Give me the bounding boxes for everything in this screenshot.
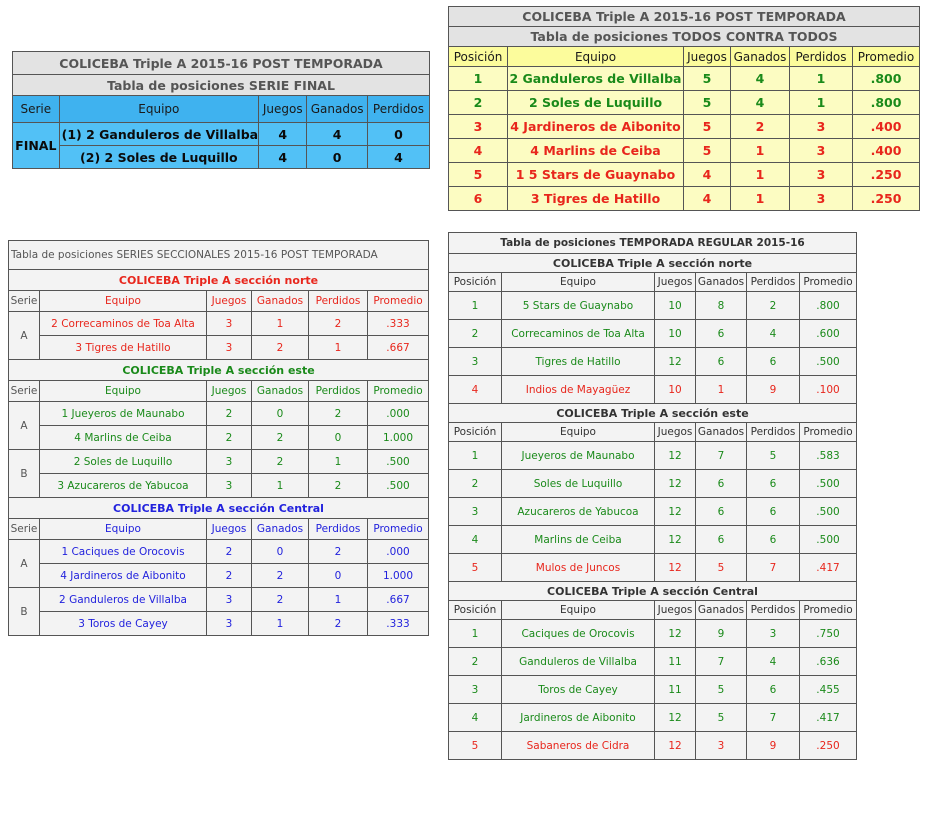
perdidos: 6 [747, 676, 800, 704]
position: 4 [449, 376, 502, 404]
position: 3 [449, 676, 502, 704]
juegos: 3 [207, 336, 252, 360]
team-name: Mulos de Juncos [502, 554, 655, 582]
team-name: 1 Caciques de Orocovis [40, 540, 207, 564]
team-name: 3 Tigres de Hatillo [40, 336, 207, 360]
team-name: 5 Stars de Guaynabo [502, 292, 655, 320]
perdidos: 4 [367, 146, 429, 169]
column-header-row [449, 601, 857, 620]
juegos: 11 [655, 676, 696, 704]
table-row [449, 470, 857, 498]
juegos: 10 [655, 292, 696, 320]
col-header: Perdidos [309, 519, 368, 540]
table-row [449, 320, 857, 348]
team-name: 3 Azucareros de Yabucoa [40, 474, 207, 498]
team-name: Soles de Luquillo [502, 470, 655, 498]
todos-subtitle: Tabla de posiciones TODOS CONTRA TODOS [449, 27, 920, 47]
table-row [449, 163, 920, 187]
ganados: 2 [252, 564, 309, 588]
column-header-row [449, 273, 857, 292]
table-row [449, 115, 920, 139]
col-header: Equipo [40, 519, 207, 540]
perdidos: 5 [747, 442, 800, 470]
section-header-row [9, 498, 429, 519]
table-row [9, 564, 429, 588]
team-name: (2) 2 Soles de Luquillo [59, 146, 258, 169]
ganados: 1 [731, 163, 790, 187]
team-name: 2 Ganduleros de Villalba [40, 588, 207, 612]
perdidos: 2 [747, 292, 800, 320]
ganados: 7 [696, 648, 747, 676]
promedio: .667 [368, 336, 429, 360]
ganados: 6 [696, 348, 747, 376]
section-title: COLICEBA Triple A sección este [449, 404, 857, 423]
table-row [13, 146, 430, 169]
promedio: .636 [800, 648, 857, 676]
team-name: Azucareros de Yabucoa [502, 498, 655, 526]
promedio: .500 [800, 526, 857, 554]
regular-title: Tabla de posiciones TEMPORADA REGULAR 2015-16 [449, 233, 857, 254]
perdidos: 2 [309, 540, 368, 564]
juegos: 5 [684, 67, 731, 91]
col-header: Juegos [655, 273, 696, 292]
position: 2 [449, 470, 502, 498]
promedio: .600 [800, 320, 857, 348]
col-header: Ganados [252, 291, 309, 312]
col-header: Perdidos [309, 381, 368, 402]
serie-label: A [9, 402, 40, 450]
position: 1 [449, 292, 502, 320]
ganados: 5 [696, 676, 747, 704]
col-header: Perdidos [747, 273, 800, 292]
promedio: .750 [800, 620, 857, 648]
ganados: 4 [731, 67, 790, 91]
promedio: .417 [800, 554, 857, 582]
team-name: Marlins de Ceiba [502, 526, 655, 554]
juegos: 12 [655, 554, 696, 582]
promedio: .455 [800, 676, 857, 704]
team-name: Correcaminos de Toa Alta [502, 320, 655, 348]
ganados: 2 [731, 115, 790, 139]
promedio: .800 [800, 292, 857, 320]
juegos: 12 [655, 526, 696, 554]
team-name: Sabaneros de Cidra [502, 732, 655, 760]
section-header-row [9, 360, 429, 381]
table-row [449, 498, 857, 526]
promedio: .400 [853, 115, 920, 139]
ganados: 6 [696, 320, 747, 348]
serie-label: A [9, 312, 40, 360]
promedio: .800 [853, 67, 920, 91]
juegos: 12 [655, 442, 696, 470]
juegos: 12 [655, 732, 696, 760]
table-row [449, 732, 857, 760]
table-row [449, 526, 857, 554]
ganados: 8 [696, 292, 747, 320]
team-name: 2 Correcaminos de Toa Alta [40, 312, 207, 336]
table-row [449, 67, 920, 91]
juegos: 10 [655, 320, 696, 348]
perdidos: 3 [790, 139, 853, 163]
promedio: .500 [800, 348, 857, 376]
col-header: Ganados [731, 47, 790, 67]
perdidos: 1 [309, 450, 368, 474]
col-header: Juegos [207, 519, 252, 540]
col-header: Perdidos [747, 423, 800, 442]
column-header-row [449, 423, 857, 442]
table-row [13, 123, 430, 146]
juegos: 4 [684, 163, 731, 187]
team-name: 2 Soles de Luquillo [508, 91, 684, 115]
col-header: Promedio [800, 273, 857, 292]
serie-label: B [9, 450, 40, 498]
team-name: (1) 2 Ganduleros de Villalba [59, 123, 258, 146]
ganados: 2 [252, 588, 309, 612]
juegos: 3 [207, 312, 252, 336]
promedio: .333 [368, 612, 429, 636]
perdidos: 2 [309, 402, 368, 426]
ganados: 0 [252, 540, 309, 564]
temporada-regular-table [448, 232, 857, 760]
ganados: 6 [696, 470, 747, 498]
table-row [9, 402, 429, 426]
col-header: Ganados [252, 519, 309, 540]
team-name: 1 Jueyeros de Maunabo [40, 402, 207, 426]
team-name: 4 Marlins de Ceiba [508, 139, 684, 163]
position: 1 [449, 620, 502, 648]
juegos: 12 [655, 470, 696, 498]
position: 5 [449, 163, 508, 187]
perdidos: 1 [790, 91, 853, 115]
table-row [9, 474, 429, 498]
ganados: 5 [696, 554, 747, 582]
ganados: 0 [307, 146, 367, 169]
position: 1 [449, 67, 508, 91]
perdidos: 2 [309, 312, 368, 336]
ganados: 1 [252, 312, 309, 336]
position: 3 [449, 115, 508, 139]
col-header: Ganados [252, 381, 309, 402]
serie-final-table [12, 51, 430, 169]
col-header: Perdidos [309, 291, 368, 312]
table-row [449, 554, 857, 582]
juegos: 12 [655, 498, 696, 526]
position: 2 [449, 91, 508, 115]
col-header: Ganados [696, 423, 747, 442]
section-title: COLICEBA Triple A sección este [9, 360, 429, 381]
perdidos: 3 [790, 115, 853, 139]
promedio: .100 [800, 376, 857, 404]
series-seccionales-table [8, 240, 429, 636]
promedio: .500 [800, 470, 857, 498]
col-header: Serie [9, 519, 40, 540]
serie-final-header-row [13, 96, 430, 123]
col-header: Promedio [368, 381, 429, 402]
table-row [9, 588, 429, 612]
position: 1 [449, 442, 502, 470]
team-name: 2 Ganduleros de Villalba [508, 67, 684, 91]
juegos: 12 [655, 620, 696, 648]
team-name: 4 Jardineros de Aibonito [40, 564, 207, 588]
team-name: Jardineros de Aibonito [502, 704, 655, 732]
serie-label: FINAL [13, 123, 60, 169]
serie-final-subtitle: Tabla de posiciones SERIE FINAL [13, 75, 430, 96]
col-header: Equipo [508, 47, 684, 67]
section-title: COLICEBA Triple A sección norte [9, 270, 429, 291]
table-row [449, 348, 857, 376]
team-name: 3 Tigres de Hatillo [508, 187, 684, 211]
juegos: 4 [259, 146, 307, 169]
perdidos: 7 [747, 704, 800, 732]
serie-label: B [9, 588, 40, 636]
ganados: 6 [696, 526, 747, 554]
table-row [449, 376, 857, 404]
section-header-row [449, 254, 857, 273]
promedio: 1.000 [368, 426, 429, 450]
perdidos: 6 [747, 348, 800, 376]
col-header: Ganados [696, 601, 747, 620]
perdidos: 6 [747, 526, 800, 554]
perdidos: 6 [747, 470, 800, 498]
col-header: Posición [449, 47, 508, 67]
ganados: 6 [696, 498, 747, 526]
team-name: Jueyeros de Maunabo [502, 442, 655, 470]
perdidos: 1 [790, 67, 853, 91]
col-header: Perdidos [367, 96, 429, 123]
ganados: 5 [696, 704, 747, 732]
promedio: .400 [853, 139, 920, 163]
col-header: Equipo [59, 96, 258, 123]
table-row [449, 187, 920, 211]
position: 4 [449, 704, 502, 732]
col-header: Ganados [307, 96, 367, 123]
position: 4 [449, 139, 508, 163]
table-row [449, 139, 920, 163]
col-header: Equipo [40, 291, 207, 312]
section-title: COLICEBA Triple A sección Central [9, 498, 429, 519]
todos-header-row [449, 47, 920, 67]
position: 2 [449, 320, 502, 348]
juegos: 3 [207, 612, 252, 636]
col-header: Equipo [502, 273, 655, 292]
col-header: Juegos [207, 381, 252, 402]
table-row [449, 292, 857, 320]
col-header: Equipo [502, 601, 655, 620]
juegos: 5 [684, 139, 731, 163]
promedio: .500 [368, 450, 429, 474]
perdidos: 2 [309, 612, 368, 636]
ganados: 2 [252, 450, 309, 474]
juegos: 2 [207, 564, 252, 588]
perdidos: 6 [747, 498, 800, 526]
promedio: .000 [368, 540, 429, 564]
perdidos: 0 [367, 123, 429, 146]
promedio: .583 [800, 442, 857, 470]
perdidos: 1 [309, 336, 368, 360]
col-header: Equipo [502, 423, 655, 442]
perdidos: 2 [309, 474, 368, 498]
team-name: 4 Marlins de Ceiba [40, 426, 207, 450]
promedio: .667 [368, 588, 429, 612]
juegos: 11 [655, 648, 696, 676]
table-row [449, 442, 857, 470]
promedio: .500 [800, 498, 857, 526]
perdidos: 4 [747, 320, 800, 348]
table-row [9, 336, 429, 360]
promedio: .000 [368, 402, 429, 426]
team-name: Ganduleros de Villalba [502, 648, 655, 676]
perdidos: 0 [309, 426, 368, 450]
section-header-row [449, 404, 857, 423]
ganados: 2 [252, 336, 309, 360]
col-header: Juegos [259, 96, 307, 123]
table-row [9, 540, 429, 564]
perdidos: 0 [309, 564, 368, 588]
juegos: 2 [207, 540, 252, 564]
col-header: Promedio [800, 601, 857, 620]
column-header-row [9, 519, 429, 540]
perdidos: 1 [309, 588, 368, 612]
juegos: 10 [655, 376, 696, 404]
promedio: .417 [800, 704, 857, 732]
perdidos: 4 [747, 648, 800, 676]
column-header-row [9, 381, 429, 402]
table-row [9, 450, 429, 474]
ganados: 1 [252, 612, 309, 636]
juegos: 12 [655, 348, 696, 376]
table-row [9, 612, 429, 636]
juegos: 4 [684, 187, 731, 211]
section-title: COLICEBA Triple A sección norte [449, 254, 857, 273]
col-header: Promedio [853, 47, 920, 67]
serie-final-title: COLICEBA Triple A 2015-16 POST TEMPORADA [13, 52, 430, 75]
col-header: Posición [449, 273, 502, 292]
perdidos: 3 [747, 620, 800, 648]
position: 5 [449, 554, 502, 582]
ganados: 1 [731, 139, 790, 163]
team-name: 3 Toros de Cayey [40, 612, 207, 636]
table-row [449, 620, 857, 648]
ganados: 0 [252, 402, 309, 426]
ganados: 4 [307, 123, 367, 146]
table-row [449, 676, 857, 704]
team-name: Tigres de Hatillo [502, 348, 655, 376]
col-header: Promedio [368, 291, 429, 312]
col-header: Ganados [696, 273, 747, 292]
promedio: .800 [853, 91, 920, 115]
table-row [449, 704, 857, 732]
table-row [449, 91, 920, 115]
col-header: Juegos [207, 291, 252, 312]
position: 4 [449, 526, 502, 554]
col-header: Perdidos [747, 601, 800, 620]
todos-contra-todos-table [448, 6, 920, 211]
col-header: Posición [449, 601, 502, 620]
promedio: .250 [800, 732, 857, 760]
juegos: 3 [207, 474, 252, 498]
juegos: 2 [207, 426, 252, 450]
position: 2 [449, 648, 502, 676]
table-row [9, 426, 429, 450]
position: 3 [449, 348, 502, 376]
col-header: Posición [449, 423, 502, 442]
ganados: 1 [731, 187, 790, 211]
ganados: 9 [696, 620, 747, 648]
col-header: Juegos [684, 47, 731, 67]
team-name: 1 5 Stars de Guaynabo [508, 163, 684, 187]
juegos: 4 [259, 123, 307, 146]
juegos: 5 [684, 115, 731, 139]
col-header: Perdidos [790, 47, 853, 67]
juegos: 3 [207, 450, 252, 474]
section-title: COLICEBA Triple A sección Central [449, 582, 857, 601]
todos-title: COLICEBA Triple A 2015-16 POST TEMPORADA [449, 7, 920, 27]
serie-label: A [9, 540, 40, 588]
col-header: Promedio [800, 423, 857, 442]
team-name: Toros de Cayey [502, 676, 655, 704]
col-header: Serie [9, 291, 40, 312]
table-row [449, 648, 857, 676]
seccionales-title: Tabla de posiciones SERIES SECCIONALES 2015-16 POST TEMPORADA [9, 241, 429, 270]
team-name: Caciques de Orocovis [502, 620, 655, 648]
juegos: 12 [655, 704, 696, 732]
perdidos: 9 [747, 376, 800, 404]
promedio: .250 [853, 187, 920, 211]
position: 5 [449, 732, 502, 760]
perdidos: 7 [747, 554, 800, 582]
juegos: 3 [207, 588, 252, 612]
section-header-row [449, 582, 857, 601]
col-header: Juegos [655, 601, 696, 620]
perdidos: 9 [747, 732, 800, 760]
team-name: 4 Jardineros de Aibonito [508, 115, 684, 139]
juegos: 5 [684, 91, 731, 115]
perdidos: 3 [790, 163, 853, 187]
col-header: Serie [13, 96, 60, 123]
ganados: 2 [252, 426, 309, 450]
promedio: 1.000 [368, 564, 429, 588]
team-name: 2 Soles de Luquillo [40, 450, 207, 474]
table-row [9, 312, 429, 336]
ganados: 4 [731, 91, 790, 115]
ganados: 3 [696, 732, 747, 760]
col-header: Promedio [368, 519, 429, 540]
team-name: Indios de Mayagüez [502, 376, 655, 404]
col-header: Serie [9, 381, 40, 402]
juegos: 2 [207, 402, 252, 426]
col-header: Equipo [40, 381, 207, 402]
ganados: 7 [696, 442, 747, 470]
column-header-row [9, 291, 429, 312]
position: 6 [449, 187, 508, 211]
section-header-row [9, 270, 429, 291]
promedio: .250 [853, 163, 920, 187]
col-header: Juegos [655, 423, 696, 442]
position: 3 [449, 498, 502, 526]
ganados: 1 [696, 376, 747, 404]
perdidos: 3 [790, 187, 853, 211]
promedio: .333 [368, 312, 429, 336]
promedio: .500 [368, 474, 429, 498]
ganados: 1 [252, 474, 309, 498]
